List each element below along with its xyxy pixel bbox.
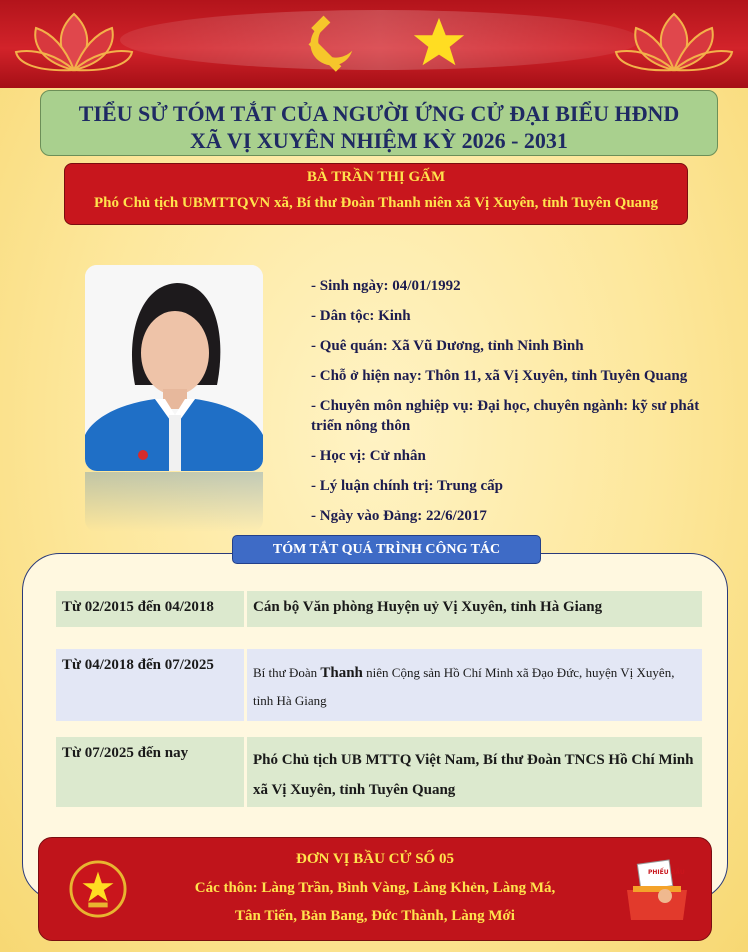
work-description: Cán bộ Văn phòng Huyện uỷ Vị Xuyên, tỉnh Hà Giang (247, 591, 702, 627)
info-ethnicity: - Dân tộc: Kinh (311, 308, 411, 324)
national-emblem-icon (69, 860, 127, 918)
work-period: Từ 07/2025 đến nay (56, 737, 244, 807)
electoral-unit-title: ĐƠN VỊ BẦU CỬ SỐ 05 (296, 851, 454, 867)
candidate-name-box (64, 163, 688, 225)
candidate-photo (85, 265, 263, 471)
personal-info-list (311, 276, 731, 536)
electoral-villages-line-1: Các thôn: Làng Trần, Bình Vàng, Làng Khẻn, Làng Má, (194, 880, 556, 896)
work-period: Từ 02/2015 đến 04/2018 (56, 591, 244, 627)
work-row (56, 737, 702, 807)
flag-wave (120, 10, 640, 70)
yellow-star-icon (410, 14, 468, 72)
title-line-1: TIỂU SỬ TÓM TẮT CỦA NGƯỜI ỨNG CỬ ĐẠI BIỂU HĐND (78, 101, 680, 126)
portrait-image (85, 265, 263, 471)
work-row (56, 591, 702, 627)
work-desc-part: Bí thư Đoàn (253, 665, 321, 680)
photo-reflection (85, 472, 263, 532)
document-title (40, 90, 718, 156)
hammer-sickle-icon (300, 14, 358, 72)
work-desc-part: Thanh (320, 665, 363, 681)
ballot-label: PHIẾU BẦU (648, 869, 685, 876)
work-history-heading: TÓM TẮT QUÁ TRÌNH CÔNG TÁC (232, 535, 541, 564)
title-line-2: XÃ VỊ XUYÊN NHIỆM KỲ 2026 - 2031 (190, 128, 568, 153)
candidate-name: BÀ TRẦN THỊ GẤM (306, 169, 446, 185)
info-hometown: - Quê quán: Xã Vũ Dương, tỉnh Ninh Bình (311, 338, 584, 354)
top-banner (0, 0, 748, 88)
work-desc-part: niên Cộng sản Hồ Chí Minh xã Đạo Đức, huyện Vị Xuyên, tỉnh Hà Giang (253, 665, 675, 708)
info-residence: - Chỗ ở hiện nay: Thôn 11, xã Vị Xuyên, tỉnh Tuyên Quang (311, 368, 688, 384)
info-political-theory: - Lý luận chính trị: Trung cấp (311, 478, 503, 494)
ballot-box-icon (625, 856, 689, 922)
work-row (56, 649, 702, 721)
lotus-icon (614, 8, 734, 78)
lotus-icon (14, 8, 134, 78)
candidate-position: Phó Chủ tịch UBMTTQVN xã, Bí thư Đoàn Thanh niên xã Vị Xuyên, tỉnh Tuyên Quang (93, 195, 659, 211)
work-description: Phó Chủ tịch UB MTTQ Việt Nam, Bí thư Đoàn TNCS Hồ Chí Minh xã Vị Xuyên, tỉnh Tuyên Quang (247, 737, 702, 807)
info-birth-date: - Sinh ngày: 04/01/1992 (311, 278, 461, 294)
info-party-join-date: - Ngày vào Đảng: 22/6/2017 (311, 508, 487, 524)
electoral-villages-line-2: Tân Tiến, Bản Bang, Đức Thành, Làng Mới (235, 908, 515, 924)
info-profession: - Chuyên môn nghiệp vụ: Đại học, chuyên ngành: kỹ sư phát triển nông thôn (311, 398, 700, 434)
work-description (247, 649, 702, 721)
info-degree: - Học vị: Cử nhân (311, 448, 426, 464)
electoral-unit-box (38, 837, 712, 941)
work-period: Từ 04/2018 đến 07/2025 (56, 649, 244, 721)
